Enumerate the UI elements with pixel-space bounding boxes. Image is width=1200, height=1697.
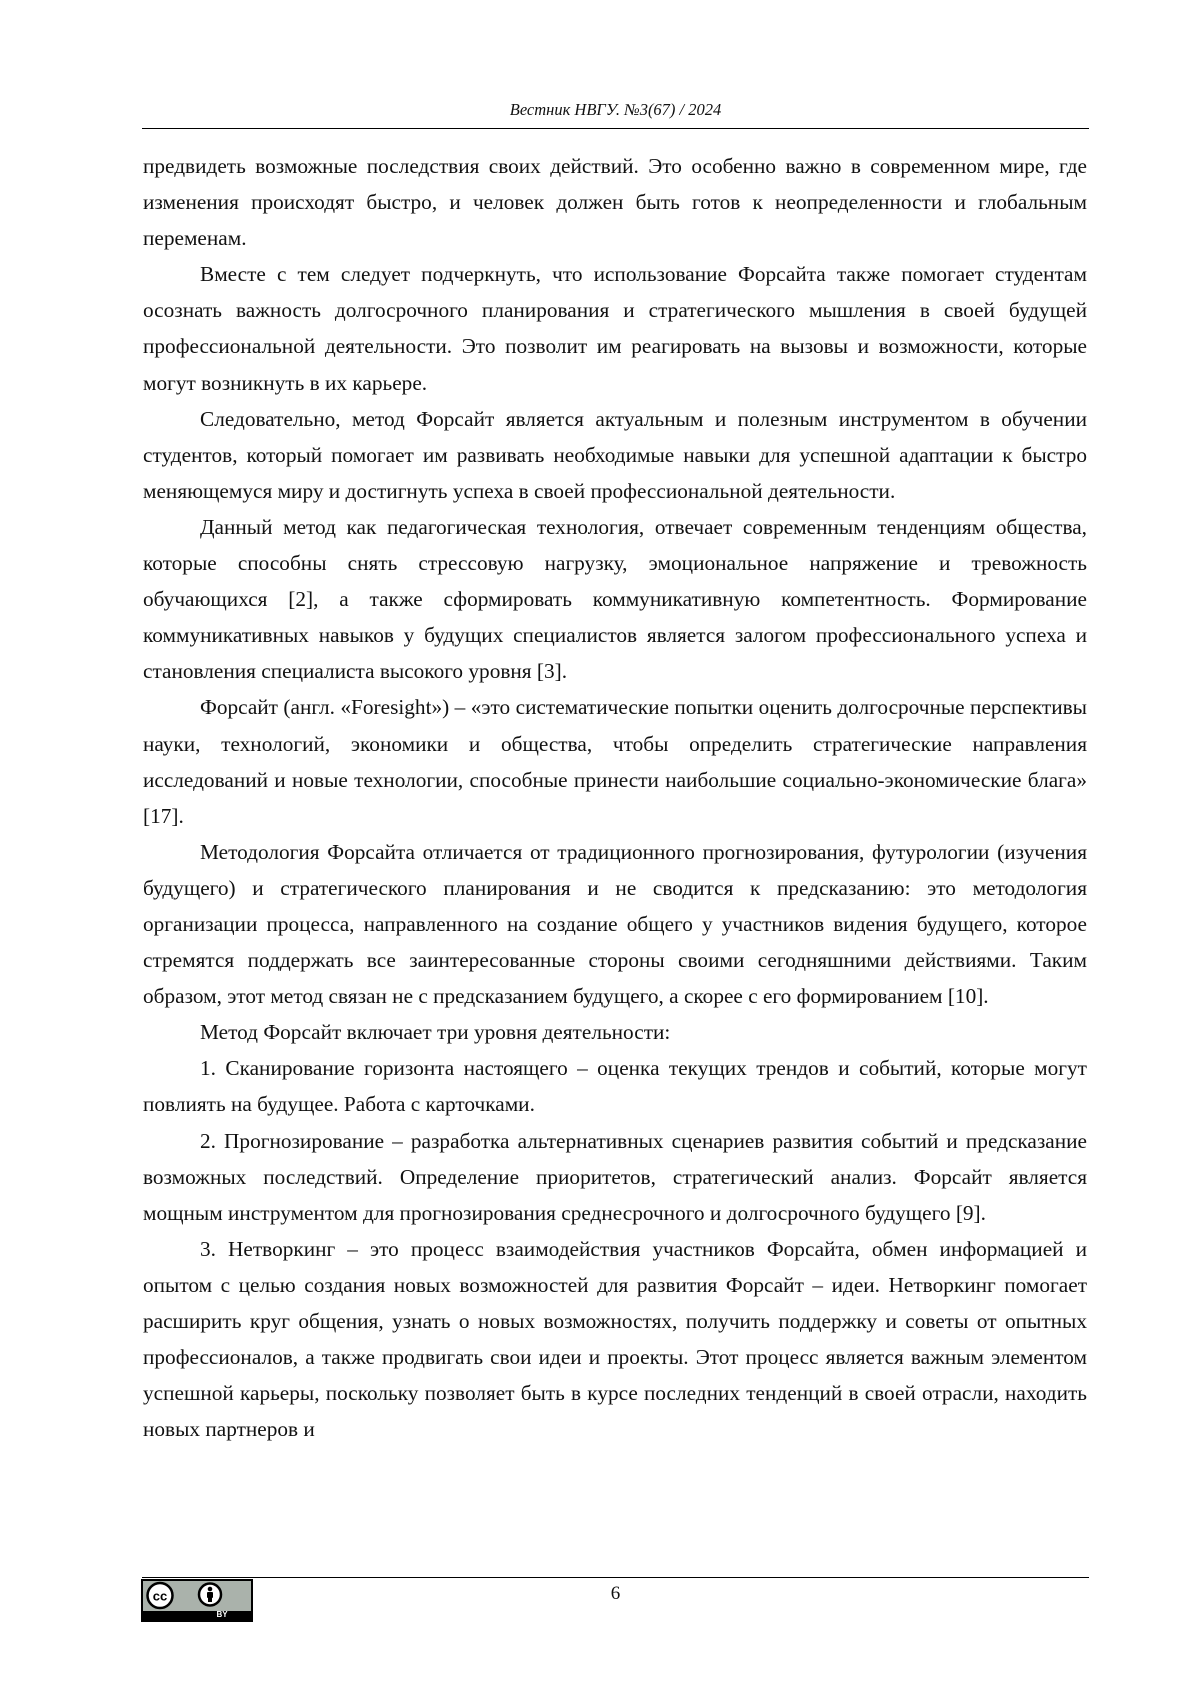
list-item-forecasting: 2. Прогнозирование – разработка альтернативных сценариев развития событий и предсказание возможных последствий. Определение приоритетов, стратегический анализ. Форсайт является мощным инструментом для прогнозирования среднесрочного и долгосрочного будущего [9]. — [143, 1123, 1087, 1231]
journal-header: Вестник НВГУ. №3(67) / 2024 — [142, 100, 1089, 120]
paragraph-foresight-definition: Форсайт (англ. «Foresight») – «это систематические попытки оценить долгосрочные перспективы науки, технологий, экономики и общества, чтобы определить стратегические направления исследований и новые технологии, способные принести наибольшие социально-экономические блага» [17]. — [143, 689, 1087, 833]
paragraph: Данный метод как педагогическая технология, отвечает современным тенденциям общества, которые способны снять стрессовую нагрузку, эмоциональное напряжение и тревожность обучающихся [2], а также сформировать коммуникативную компетентность. Формирование коммуникативных навыков у будущих специалистов является залогом профессионального успеха и становления специалиста высокого уровня [3]. — [143, 509, 1087, 689]
svg-text:cc: cc — [153, 1589, 167, 1604]
footer-divider — [142, 1577, 1089, 1578]
article-body — [143, 148, 1087, 1447]
paragraph-levels-intro: Метод Форсайт включает три уровня деятельности: — [143, 1014, 1087, 1050]
paragraph-continuation: предвидеть возможные последствия своих действий. Это особенно важно в современном мире, где изменения происходят быстро, и человек должен быть готов к неопределенности и глобальным переменам. — [143, 148, 1087, 256]
header-divider — [142, 128, 1089, 129]
list-item-scanning: 1. Сканирование горизонта настоящего – оценка текущих трендов и событий, которые могут повлиять на будущее. Работа с карточками. — [143, 1050, 1087, 1122]
paragraph: Методология Форсайта отличается от традиционного прогнозирования, футурологии (изучения будущего) и стратегического планирования и не сводится к предсказанию: это методология организации процесса, направленного на создание общего у участников видения будущего, которое стремятся поддержать все заинтересованные стороны своими сегодняшними действиями. Таким образом, этот метод связан не с предсказанием будущего, а скорее с его формированием [10]. — [143, 834, 1087, 1014]
list-item-networking: 3. Нетворкинг – это процесс взаимодействия участников Форсайта, обмен информацией и опытом с целью создания новых возможностей для развития Форсайт – идеи. Нетворкинг помогает расширить круг общения, узнать о новых возможностях, получить поддержку и советы от опытных профессионалов, а также продвигать свои идеи и проекты. Этот процесс является важным элементом успешной карьеры, поскольку позволяет быть в курсе последних тенденций в своей отрасли, находить новых партнеров и — [143, 1231, 1087, 1448]
license-badge-label: BY — [207, 1610, 237, 1620]
page-number: 6 — [142, 1582, 1089, 1606]
paragraph: Вместе с тем следует подчеркнуть, что использование Форсайта также помогает студентам осознать важность долгосрочного планирования и стратегического мышления в своей будущей профессиональной деятельности. Это позволит им реагировать на вызовы и возможности, которые могут возникнуть в их карьере. — [143, 256, 1087, 400]
paragraph: Следовательно, метод Форсайт является актуальным и полезным инструментом в обучении студентов, который помогает им развивать необходимые навыки для успешной адаптации к быстро меняющемуся миру и достигнуть успеха в своей профессиональной деятельности. — [143, 401, 1087, 509]
